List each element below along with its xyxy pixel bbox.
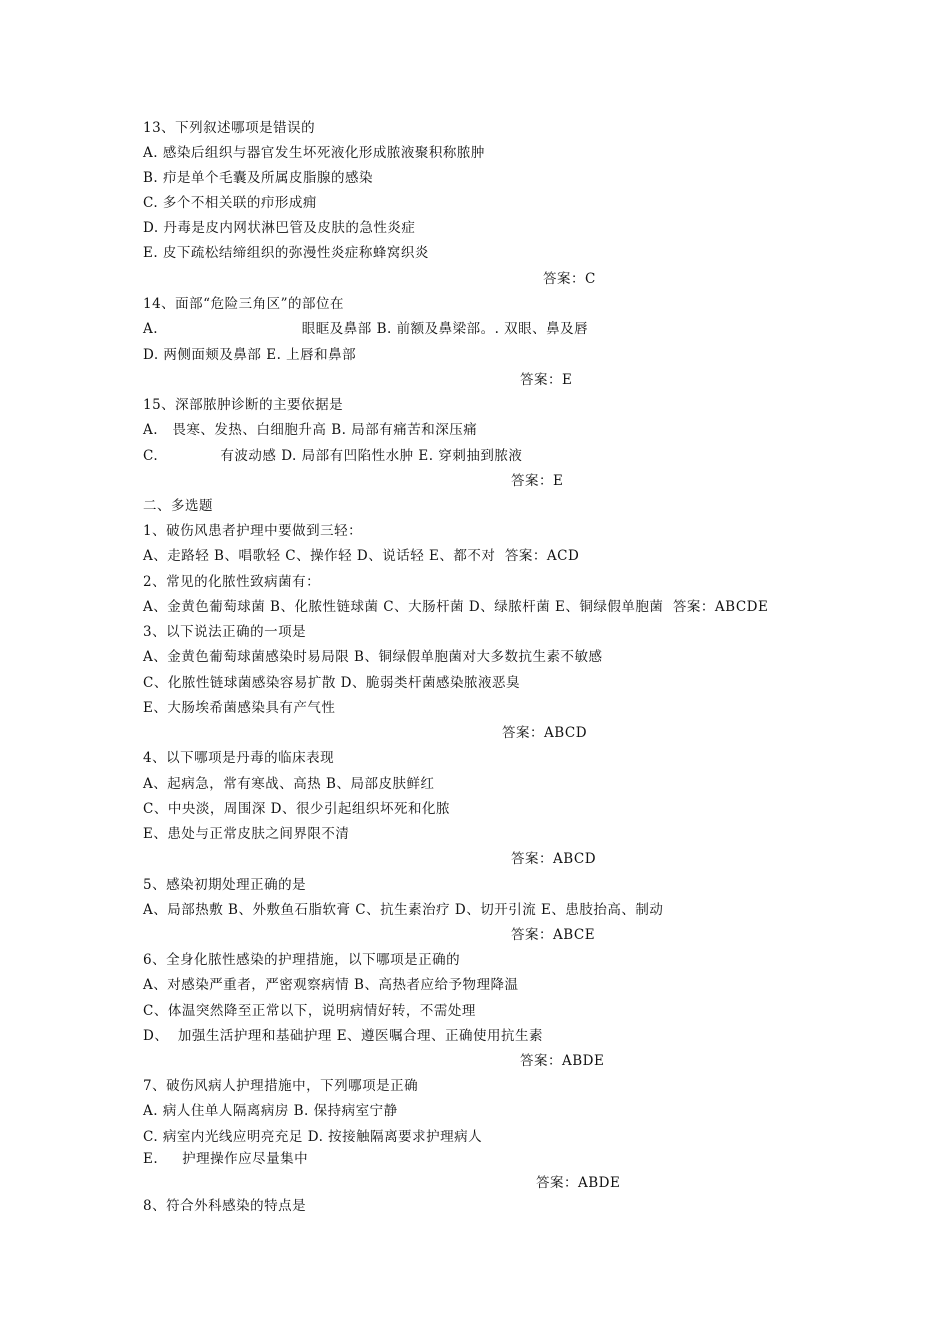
option-line: E. 皮下疏松结缔组织的弥漫性炎症称蜂窝织炎 bbox=[143, 245, 429, 261]
question-m3: 3、以下说法正确的一项是 bbox=[143, 624, 307, 640]
answer-line: 答案：ABCE bbox=[511, 927, 596, 943]
answer-line: 答案：C bbox=[543, 271, 596, 287]
option-line: C、化脓性链球菌感染容易扩散 D、脆弱类杆菌感染脓液恶臭 bbox=[143, 675, 520, 691]
section-heading: 二、多选题 bbox=[143, 498, 213, 514]
question-m6: 6、全身化脓性感染的护理措施，以下哪项是正确的 bbox=[143, 952, 461, 968]
option-line: D、 加强生活护理和基础护理 E、遵医嘱合理、正确使用抗生素 bbox=[143, 1028, 544, 1044]
question-14: 14、面部“危险三角区”的部位在 bbox=[143, 296, 344, 312]
option-line: A. 感染后组织与器官发生坏死液化形成脓液聚积称脓肿 bbox=[143, 145, 485, 161]
option-line: C、体温突然降至正常以下，说明病情好转，不需处理 bbox=[143, 1003, 476, 1019]
option-line: A. 眼眶及鼻部 B. 前额及鼻梁部。. 双眼、鼻及唇 bbox=[143, 321, 589, 337]
question-m1: 1、破伤风患者护理中要做到三轻： bbox=[143, 523, 363, 539]
question-m7: 7、破伤风病人护理措施中，下列哪项是正确 bbox=[143, 1078, 419, 1094]
option-line: E、大肠埃希菌感染具有产气性 bbox=[143, 700, 336, 716]
option-line: A. 病人住单人隔离病房 B. 保持病室宁静 bbox=[143, 1103, 398, 1119]
option-line: A、局部热敷 B、外敷鱼石脂软膏 C、抗生素治疗 D、切开引流 E、患肢抬高、制动 bbox=[143, 902, 664, 918]
option-line: A、起病急，常有寒战、高热 B、局部皮肤鲜红 bbox=[143, 776, 435, 792]
answer-line: 答案：ABDE bbox=[520, 1053, 605, 1069]
option-line: D. 丹毒是皮内网状淋巴管及皮肤的急性炎症 bbox=[143, 220, 416, 236]
question-m4: 4、以下哪项是丹毒的临床表现 bbox=[143, 750, 335, 766]
answer-line: 答案：ABCD bbox=[511, 851, 597, 867]
question-m8: 8、符合外科感染的特点是 bbox=[143, 1198, 307, 1214]
option-line: A、走路轻 B、唱歌轻 C、操作轻 D、说话轻 E、都不对 答案：ACD bbox=[143, 548, 580, 564]
option-line: A、对感染严重者，严密观察病情 B、高热者应给予物理降温 bbox=[143, 977, 519, 993]
option-line: B. 疖是单个毛囊及所属皮脂腺的感染 bbox=[143, 170, 374, 186]
answer-line: 答案：ABDE bbox=[536, 1175, 621, 1191]
option-line: C. 病室内光线应明亮充足 D. 按接触隔离要求护理病人 bbox=[143, 1129, 483, 1145]
option-line: E. 护理操作应尽量集中 bbox=[143, 1151, 309, 1167]
question-m2: 2、常见的化脓性致病菌有： bbox=[143, 574, 321, 590]
question-13: 13、下列叙述哪项是错误的 bbox=[143, 120, 316, 136]
option-line: A、金黄色葡萄球菌感染时易局限 B、铜绿假单胞菌对大多数抗生素不敏感 bbox=[143, 649, 603, 665]
question-15: 15、深部脓肿诊断的主要依据是 bbox=[143, 397, 344, 413]
answer-line: 答案：E bbox=[520, 372, 573, 388]
answer-line: 答案：E bbox=[511, 473, 564, 489]
option-line: A、金黄色葡萄球菌 B、化脓性链球菌 C、大肠杆菌 D、绿脓杆菌 E、铜绿假单胞菌 答案：ABCDE bbox=[143, 599, 769, 615]
option-line: A. 畏寒、发热、白细胞升高 B. 局部有痛苦和深压痛 bbox=[143, 422, 478, 438]
option-line: C. 多个不相关联的疖形成痈 bbox=[143, 195, 317, 211]
option-line: C. 有波动感 D. 局部有凹陷性水肿 E. 穿刺抽到脓液 bbox=[143, 448, 523, 464]
option-line: E、患处与正常皮肤之间界限不清 bbox=[143, 826, 350, 842]
answer-line: 答案：ABCD bbox=[502, 725, 588, 741]
option-line: C、中央淡，周围深 D、很少引起组织坏死和化脓 bbox=[143, 801, 450, 817]
question-m5: 5、感染初期处理正确的是 bbox=[143, 877, 307, 893]
option-line: D. 两侧面颊及鼻部 E. 上唇和鼻部 bbox=[143, 347, 357, 363]
